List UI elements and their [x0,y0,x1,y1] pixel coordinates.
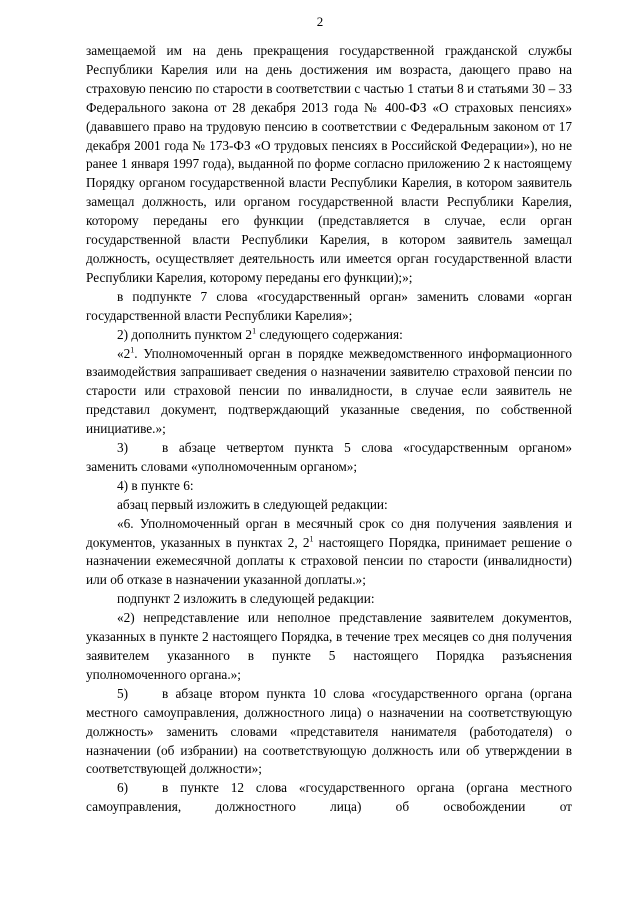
item-2-text-start: 2) дополнить пунктом 2 [117,326,253,342]
item-3-text: в абзаце четвертом пункта 5 слова «государственным органом» заменить словами «уполномоченным органом»; [86,440,572,474]
paragraph-item-6 [86,779,572,817]
item-6-text: в пункте 12 слова «государственного органа (органа местного самоуправления, должностного лица) об освобождении от [86,780,572,815]
paragraph-continuation: замещаемой им на день прекращения государственной гражданской службы Республики Карелия или на день достижения им возраста, дающего право на страховую пенсию по старости в соответствии с частью 1 статьи 8 и статьями 30 – 33 Федерального закона от 28 декабря 2013 года № 400-ФЗ «О страховых пенсиях» (дававшего право на трудовую пенсию в соответствии с Федеральным законом от 17 декабря 2001 года № 173-ФЗ «О трудовых пенсиях в Российской Федерации»), но не ранее 1 января 1997 года), выданной по форме согласно приложению 2 к настоящему Порядку органом государственной власти Республики Карелия, в котором заявитель замещал должность, или органом государственной власти Республики Карелия, которому переданы его функции (представляется в случае, если орган государственной власти Республики Карелия, в котором заявитель замещал должность, осуществляет деятельность или имеется орган государственной власти Республики Карелия, которому переданы его функции);»; [86,43,572,285]
page-number: 2 [316,14,324,29]
paragraph-new-item-2-1 [86,345,572,440]
item-6-number: 6) [117,780,129,796]
item-2-text-end: следующего содержания: [256,326,403,342]
new-item-2-1-number: «2 [117,345,131,361]
paragraph-subitem-7: в подпункте 7 слова «государственный орган» заменить словами «орган государственной власти Республики Карелия»; [86,288,572,323]
paragraph-new-subitem-2: «2) непредставление или неполное представление заявителем документов, указанных в пункте 2 настоящего Порядка, в течение трех месяцев со дня получения заявителем указанного в пункте 5 настоящего Порядка разъяснения уполномоченного органа.»; [86,610,572,682]
superscript-1: 1 [252,326,257,336]
superscript-1: 1 [309,534,314,544]
item-5-number: 5) [117,685,129,701]
document-body [86,42,572,817]
paragraph-item-3 [86,439,572,477]
paragraph-abzac-1: абзац первый изложить в следующей редакции: [117,496,388,512]
paragraph-new-item-6 [86,515,572,591]
superscript-1: 1 [130,345,135,355]
paragraph-subitem-2: подпункт 2 изложить в следующей редакции: [117,591,375,607]
paragraph-item-4: 4) в пункте 6: [117,477,194,493]
item-5-text: в абзаце втором пункта 10 слова «государственного органа (органа местного самоуправления, должностного лица) о назначении на соответствующую должность» заменить словами «представителя нанимателя (работодателя) о назначении (об избрании) на соответствующую должность или об утверждении в соответствующей должности»; [86,685,572,777]
paragraph-item-5 [86,685,572,780]
new-item-6-text-start: «6. Уполномоченный орган в месячный срок со дня получения заявления и документов, указанных в пунктах 2, 2 [86,515,572,550]
paragraph-item-2 [86,326,572,345]
new-item-2-1-text: . Уполномоченный орган в порядке межведомственного информационного взаимодействия запрашивает сведения о назначении заявителю страховой пенсии по старости или страховой пенсии по инвалидности, в случае если заявитель не представил документ, подтверждающий указанные сведения, по собственной инициативе.»; [86,345,572,437]
item-3-number: 3) [117,440,129,456]
new-item-6-text-end: настоящего Порядка, принимает решение о назначении ежемесячной доплаты к страховой пенсии по старости (инвалидности) или об отказе в назначении указанной доплаты.»; [86,534,573,588]
